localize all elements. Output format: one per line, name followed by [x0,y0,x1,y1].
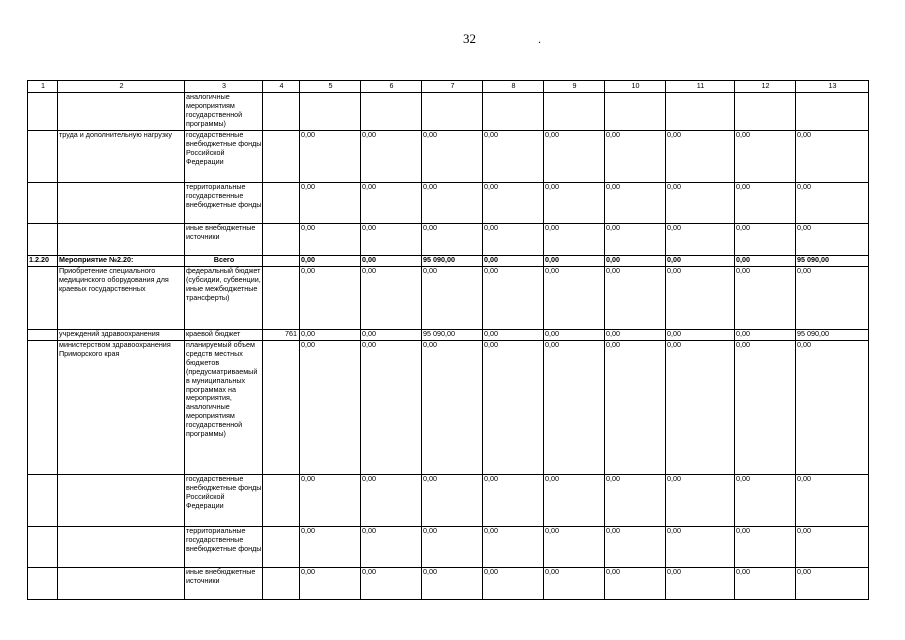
cell-grbs [263,527,300,568]
cell-value: 0,00 [544,224,605,256]
column-header: 7 [422,81,483,93]
cell-value: 95 090,00 [422,330,483,341]
cell-description: труда и дополнительную нагрузку [58,131,185,183]
cell-description: Мероприятие №2.20: [58,256,185,267]
cell-value: 0,00 [666,256,735,267]
cell-value: 0,00 [605,475,666,527]
budget-table [27,80,869,600]
cell-grbs [263,93,300,131]
cell-value: 0,00 [422,183,483,224]
cell-value: 0,00 [422,568,483,600]
cell-source: территориальные государственные внебюджетные фонды [185,183,263,224]
column-header: 4 [263,81,300,93]
cell-value: 0,00 [666,330,735,341]
header-row [28,81,869,93]
cell-value: 0,00 [735,330,796,341]
column-header: 11 [666,81,735,93]
cell-value: 0,00 [735,267,796,330]
cell-value [361,93,422,131]
cell-value: 0,00 [422,341,483,475]
cell-value: 0,00 [544,267,605,330]
cell-value: 0,00 [361,527,422,568]
cell-grbs [263,475,300,527]
column-header: 3 [185,81,263,93]
cell-value: 0,00 [483,475,544,527]
cell-value: 0,00 [735,568,796,600]
cell-value: 95 090,00 [796,256,869,267]
cell-value [666,93,735,131]
table-row [28,131,869,183]
cell-value: 0,00 [666,131,735,183]
cell-value: 0,00 [796,568,869,600]
cell-grbs [263,568,300,600]
cell-source: государственные внебюджетные фонды Российской Федерации [185,475,263,527]
cell-value: 0,00 [300,267,361,330]
cell-grbs [263,224,300,256]
cell-description [58,93,185,131]
cell-value [483,93,544,131]
cell-value: 0,00 [544,330,605,341]
cell-value: 0,00 [666,568,735,600]
cell-description [58,224,185,256]
cell-source: федеральный бюджет (субсидии, субвенции, иные межбюджетные трансферты) [185,267,263,330]
cell-value [300,93,361,131]
cell-value: 0,00 [605,131,666,183]
cell-value: 0,00 [605,267,666,330]
cell-value: 0,00 [361,341,422,475]
table-row [28,256,869,267]
cell-value: 0,00 [666,527,735,568]
cell-value: 0,00 [666,183,735,224]
cell-value: 0,00 [361,224,422,256]
table-row [28,568,869,600]
cell-value: 0,00 [361,475,422,527]
column-header: 13 [796,81,869,93]
column-header: 5 [300,81,361,93]
cell-value: 0,00 [361,267,422,330]
cell-value: 0,00 [300,131,361,183]
cell-value: 0,00 [796,183,869,224]
cell-value: 0,00 [666,224,735,256]
cell-value: 0,00 [300,527,361,568]
cell-value: 0,00 [300,568,361,600]
cell-value: 0,00 [483,267,544,330]
cell-value: 0,00 [796,341,869,475]
cell-source: аналогичные мероприятиям государственной программы) [185,93,263,131]
cell-value: 0,00 [300,224,361,256]
cell-description: Приобретение специального медицинского оборудования для краевых государственных [58,267,185,330]
cell-value: 0,00 [544,131,605,183]
cell-source: иные внебюджетные источники [185,224,263,256]
cell-code [28,224,58,256]
cell-description [58,183,185,224]
cell-grbs [263,183,300,224]
cell-value: 0,00 [796,527,869,568]
table-row [28,341,869,475]
cell-value: 0,00 [422,267,483,330]
cell-value: 0,00 [483,224,544,256]
cell-value: 0,00 [300,330,361,341]
cell-source: территориальные государственные внебюджетные фонды [185,527,263,568]
cell-source: государственные внебюджетные фонды Российской Федерации [185,131,263,183]
cell-code: 1.2.20 [28,256,58,267]
cell-value [796,93,869,131]
cell-code [28,131,58,183]
cell-value: 0,00 [300,475,361,527]
cell-value: 0,00 [483,256,544,267]
cell-grbs [263,256,300,267]
cell-code [28,527,58,568]
cell-value: 0,00 [735,256,796,267]
column-header: 2 [58,81,185,93]
cell-value: 0,00 [361,568,422,600]
cell-value: 0,00 [796,267,869,330]
cell-description: учреждений здравоохранения [58,330,185,341]
cell-source: планируемый объем средств местных бюджетов (предусматриваемый в муниципальных программах на мероприятия, аналогичные мероприятиям государственной программы) [185,341,263,475]
cell-value: 0,00 [605,224,666,256]
cell-value: 0,00 [422,131,483,183]
cell-value: 0,00 [300,256,361,267]
cell-value: 0,00 [735,527,796,568]
table-row [28,527,869,568]
cell-description [58,568,185,600]
cell-code [28,93,58,131]
column-header: 12 [735,81,796,93]
cell-value: 0,00 [544,475,605,527]
cell-value: 0,00 [483,183,544,224]
cell-value: 0,00 [796,131,869,183]
cell-source: Всего [185,256,263,267]
column-header: 6 [361,81,422,93]
cell-code [28,568,58,600]
cell-code [28,475,58,527]
cell-value: 0,00 [605,341,666,475]
cell-value: 0,00 [666,267,735,330]
cell-value: 0,00 [422,475,483,527]
cell-value: 0,00 [796,475,869,527]
cell-value: 95 090,00 [796,330,869,341]
cell-value: 0,00 [666,475,735,527]
cell-value: 0,00 [735,131,796,183]
cell-value: 0,00 [300,183,361,224]
cell-value: 0,00 [483,568,544,600]
cell-value: 0,00 [735,224,796,256]
table-row [28,93,869,131]
cell-value [735,93,796,131]
cell-value [605,93,666,131]
page-dot: . [538,32,541,46]
cell-grbs [263,267,300,330]
cell-value: 0,00 [735,475,796,527]
column-header: 9 [544,81,605,93]
cell-grbs [263,131,300,183]
column-header: 10 [605,81,666,93]
cell-value: 0,00 [735,183,796,224]
page-number: 32 [463,31,476,46]
column-header: 1 [28,81,58,93]
cell-value: 0,00 [605,527,666,568]
cell-value: 0,00 [483,341,544,475]
cell-value: 0,00 [605,330,666,341]
cell-value: 0,00 [544,568,605,600]
cell-grbs [263,341,300,475]
cell-value: 0,00 [483,330,544,341]
table-row [28,183,869,224]
cell-value [544,93,605,131]
cell-value: 0,00 [666,341,735,475]
table-row [28,267,869,330]
cell-code [28,330,58,341]
cell-source: краевой бюджет [185,330,263,341]
cell-value: 0,00 [544,256,605,267]
cell-value: 0,00 [483,131,544,183]
cell-value: 0,00 [361,256,422,267]
cell-value: 0,00 [300,341,361,475]
cell-value: 0,00 [605,568,666,600]
cell-value: 0,00 [605,183,666,224]
table-row [28,330,869,341]
cell-value: 0,00 [796,224,869,256]
cell-code [28,341,58,475]
cell-value [422,93,483,131]
column-header: 8 [483,81,544,93]
cell-value: 95 090,00 [422,256,483,267]
cell-value: 0,00 [735,341,796,475]
cell-source: иные внебюджетные источники [185,568,263,600]
table-row [28,224,869,256]
cell-value: 0,00 [361,183,422,224]
cell-description: министерством здравоохранения Приморского края [58,341,185,475]
cell-code [28,267,58,330]
cell-value: 0,00 [544,341,605,475]
cell-value: 0,00 [544,183,605,224]
cell-value: 0,00 [422,224,483,256]
cell-value: 0,00 [422,527,483,568]
cell-description [58,475,185,527]
cell-value: 0,00 [544,527,605,568]
cell-description [58,527,185,568]
cell-value: 0,00 [361,131,422,183]
cell-value: 0,00 [483,527,544,568]
cell-grbs: 761 [263,330,300,341]
cell-code [28,183,58,224]
table-row [28,475,869,527]
cell-value: 0,00 [605,256,666,267]
cell-value: 0,00 [361,330,422,341]
